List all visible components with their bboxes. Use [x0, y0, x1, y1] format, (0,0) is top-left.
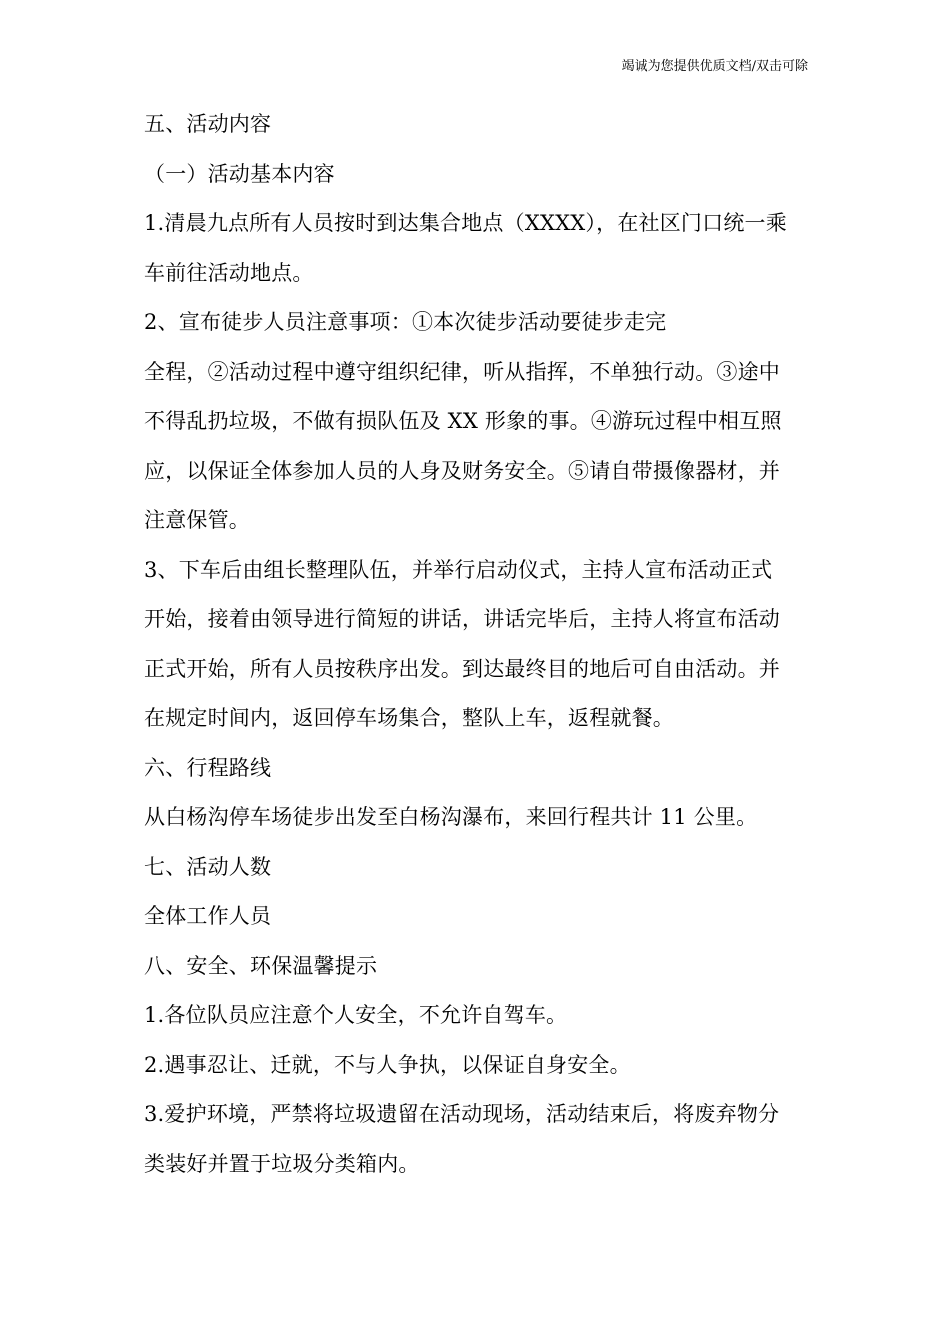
paragraph-line: 2、宣布徒步人员注意事项：①本次徒步活动要徒步走完	[144, 310, 667, 334]
section-heading-8: 八、安全、环保温馨提示	[144, 953, 378, 978]
paragraph-line: 3、下车后由组长整理队伍，并举行启动仪式，主持人宣布活动正式	[144, 557, 773, 582]
paragraph-line: 全体工作人员	[144, 904, 272, 928]
paragraph-line: 不得乱扔垃圾，不做有损队伍及 XX 形象的事。④游玩过程中相互照	[144, 409, 782, 433]
paragraph-line: 1.清晨九点所有人员按时到达集合地点（XXXX），在社区门口统一乘	[144, 211, 787, 235]
paragraph-line: 从白杨沟停车场徒步出发至白杨沟瀑布，来回行程共计 11 公里。	[144, 805, 758, 829]
paragraph-line: 全程，②活动过程中遵守组织纪律，听从指挥，不单独行动。③途中	[144, 359, 780, 384]
paragraph-line: 3.爱护环境，严禁将垃圾遗留在活动现场，活动结束后，将废弃物分	[144, 1102, 780, 1126]
paragraph-line: 2.遇事忍让、迁就，不与人争执，以保证自身安全。	[144, 1052, 631, 1077]
paragraph-line: 车前往活动地点。	[144, 260, 314, 285]
document-body	[144, 100, 820, 1189]
paragraph-line: 正式开始，所有人员按秩序出发。到达最终目的地后可自由活动。并	[144, 656, 780, 681]
header-note: 竭诚为您提供优质文档/双击可除	[621, 59, 808, 74]
paragraph-line: 类装好并置于垃圾分类箱内。	[144, 1151, 420, 1176]
paragraph-line: 应，以保证全体参加人员的人身及财务安全。⑤请自带摄像器材，并	[144, 458, 780, 483]
section-heading-5: 五、活动内容	[144, 112, 272, 136]
section-heading-6: 六、行程路线	[144, 755, 272, 780]
subsection-heading: （一）活动基本内容	[144, 161, 335, 186]
paragraph-line: 在规定时间内，返回停车场集合，整队上车，返程就餐。	[144, 706, 674, 730]
paragraph-line: 注意保管。	[144, 508, 250, 532]
paragraph-line: 1.各位队员应注意个人安全，不允许自驾车。	[144, 1003, 568, 1027]
section-heading-7: 七、活动人数	[144, 854, 272, 879]
paragraph-line: 开始，接着由领导进行简短的讲话，讲话完毕后，主持人将宣布活动	[144, 607, 780, 631]
